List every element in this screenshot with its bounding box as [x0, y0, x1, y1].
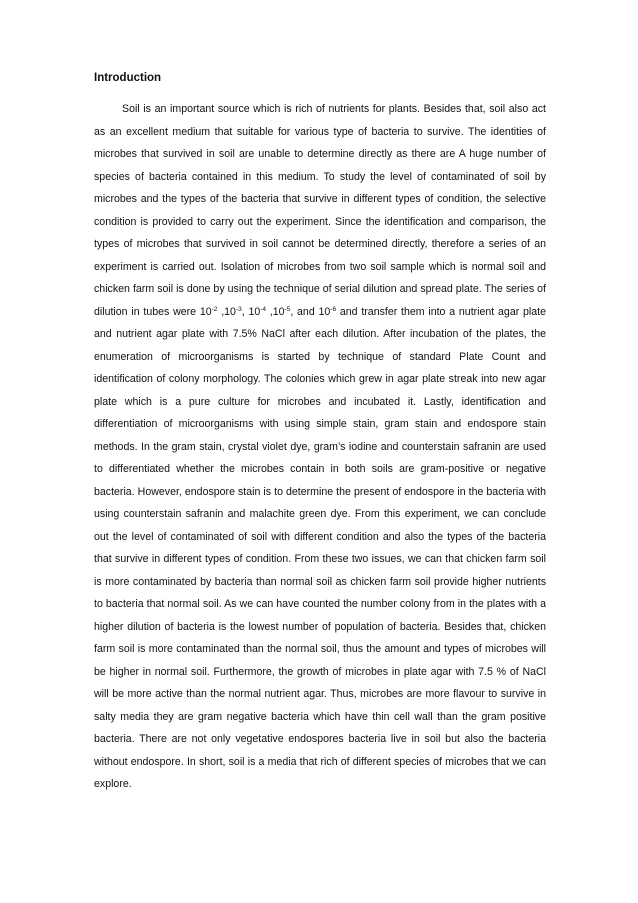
- paragraph-text-6: and transfer them into a nutrient agar plate and nutrient agar plate with 7.5% NaCl after each dilution. After incubation of the plates, the enumeration of microorganisms is started by technique of standard Plate Count and identification of colony morphology. The colonies which grew in agar plate streak into new agar plate which is a pure culture for microbes and incubated it. Lastly, identification and differentiation of microorganisms with using simple stain, gram stain and endospore stain methods. In the gram stain, crystal violet dye, gram’s iodine and counterstain safranin are used to differentiated whether the microbes contain in both soils are gram-positive or negative bacteria. However, endospore stain is to determine the present of endospore in the bacteria with using counterstain safranin and malachite green dye. From this experiment, we can conclude out the level of contaminated of soil with different condition and also the types of the bacteria that survive in different types of condition. From these two issues, we can that chicken farm soil is more contaminated by bacteria than normal soil as chicken farm soil provide higher nutrients to bacteria that normal soil. As we can have counted the number colony from in the plates with a higher dilution of bacteria is the lowest number of population of bacteria. Besides that, chicken farm soil is more contaminated than the normal soil, thus the amount and types of microbes will be higher in normal soil. Furthermore, the growth of microbes in plate agar with 7.5 % of NaCl will be more active than the normal nutrient agar. Thus, microbes are more flavour to survive in salty media they are gram negative bacteria which have thin cell wall than the gram positive bacteria. There are not only vegetative endospores bacteria live in soil but also the bacteria without endospore. In short, soil is a media that rich of different species of microbes that we can explore.: [94, 305, 546, 790]
- exponent-2: -3: [235, 305, 242, 313]
- paragraph-text-1: Soil is an important source which is rich of nutrients for plants. Besides that, soil also act as an excellent medium that suitable for various type of bacteria to survive. The identities of microbes that survived in soil are unable to determine directly as there are A huge number of species of bacteria contained in this medium. To study the level of contaminated of soil by microbes and the types of the bacteria that survive in different types of condition, the selective condition is provided to carry out the experiment. Since the identification and comparison, the types of microbes that survived in soil cannot be determined directly, therefore a series of an experiment is carried out. Isolation of microbes from two soil sample which is normal soil and chicken farm soil is done by using the technique of serial dilution and spread plate. The series of dilution in tubes were 10: [94, 103, 546, 318]
- document-page: [94, 70, 546, 796]
- exponent-3: -4: [260, 305, 267, 313]
- exponent-1: -2: [211, 305, 218, 313]
- paragraph-text-5: , and 10: [290, 305, 331, 318]
- paragraph-text-4: ,10: [266, 305, 285, 318]
- exponent-4: -5: [284, 305, 291, 313]
- section-heading: Introduction: [94, 72, 162, 84]
- paragraph-text-2: ,10: [217, 305, 236, 318]
- introduction-paragraph: [94, 98, 546, 796]
- exponent-5: -6: [330, 305, 337, 313]
- paragraph-text-3: , 10: [241, 305, 261, 318]
